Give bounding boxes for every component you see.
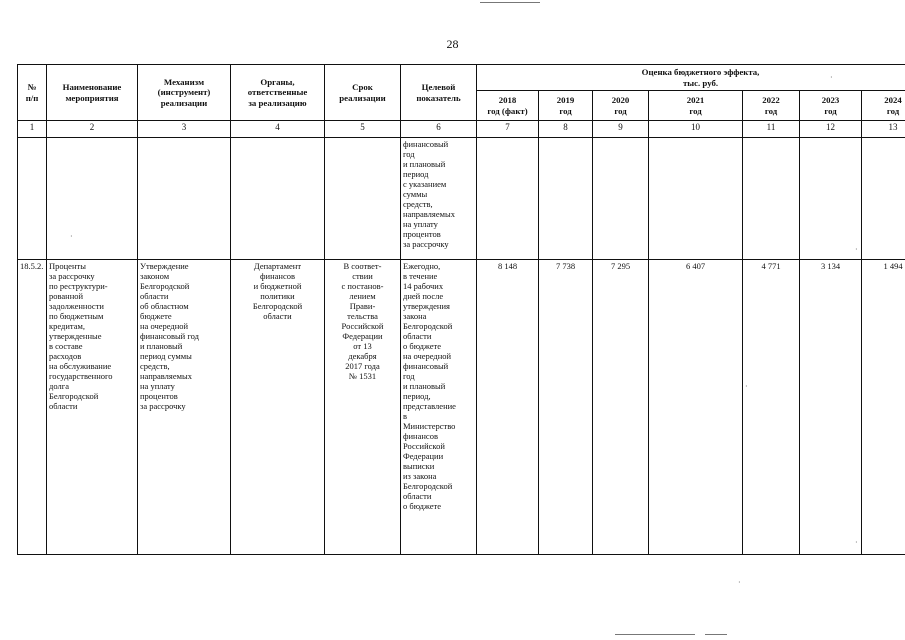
column-number: 2 [47,121,138,138]
column-number: 5 [325,121,401,138]
cell-line: расходов [49,351,82,362]
cell-line: период, [403,391,431,402]
cell-line: на уплату [403,219,438,230]
cell-line: год [403,371,415,382]
cell-line: Белгородской [403,321,453,332]
header-budget-effect: Оценка бюджетного эффекта, тыс. руб. [477,65,905,91]
cell-line: от 13 [353,341,372,352]
cell-line: Российской [341,321,384,332]
scan-speck: · [855,245,858,254]
cell-line: выписки [403,461,435,472]
value-2024: 1 494 [862,260,905,555]
cell-line: в течение [403,271,438,282]
column-number: 8 [539,121,593,138]
header-year-2024: 2024 год [862,91,905,121]
mechanism-cell [138,260,231,555]
value-2018: 8 148 [477,260,539,555]
column-number: 11 [743,121,800,138]
cell-line: суммы [403,189,428,200]
cell-line: финансов [260,271,295,282]
scan-artifact [480,2,540,3]
cell-line: Российской [403,441,445,452]
cell-line: тельства [347,311,378,322]
cell-line: закона [403,311,427,322]
scan-speck: · [830,73,833,82]
cell-line: финансов [403,431,438,442]
continuation-indicator-cell [401,138,477,260]
header-name: Наименование мероприятия [47,65,138,121]
cell-line: об областном [140,301,189,312]
column-number: 10 [649,121,743,138]
scan-speck: · [70,232,73,241]
cell-line: о бюджете [403,501,441,512]
column-number: 13 [862,121,905,138]
cell-line: за рассрочку [140,401,186,412]
cell-line: области [263,311,292,322]
header-year-2020: 2020 год [593,91,649,121]
scan-artifact [615,634,695,635]
cell-line: и плановый [403,159,446,170]
cell-line: направляемых [140,371,192,382]
header-year-2019: 2019 год [539,91,593,121]
cell-line: Федерации [342,331,383,342]
cell-line: средств, [403,199,433,210]
value-2022: 4 771 [743,260,800,555]
value-2021: 6 407 [649,260,743,555]
header-number: № п/п [18,65,47,121]
cell-line: области [403,491,432,502]
cell-line: законом [140,271,170,282]
cell-line: Проценты [49,261,86,271]
header-year-2022: 2022 год [743,91,800,121]
cell-line: с постанов- [341,281,384,292]
cell-line: представление [403,401,456,412]
cell-line: на уплату [140,381,175,392]
cell-line: в [403,411,408,422]
term-cell [325,260,401,555]
header-year-2023: 2023 год [800,91,862,121]
column-number: 4 [231,121,325,138]
cell-line: утвержденные [49,331,102,342]
cell-line: период суммы [140,351,192,362]
value-2020: 7 295 [593,260,649,555]
cell-line: за рассрочку [403,239,449,250]
cell-line: государственного [49,371,113,382]
cell-line: Белгородской [49,391,99,402]
row-number: 18.5.2. [18,260,47,555]
cell-line: Ежегодно, [403,261,441,271]
cell-line: период [403,169,429,180]
cell-line: декабря [348,351,377,362]
column-number: 1 [18,121,47,138]
cell-line: из закона [403,471,437,482]
cell-line: на очередной [403,351,452,362]
scan-speck: · [745,382,748,391]
column-number: 12 [800,121,862,138]
cell-line: год [403,149,415,160]
header-term: Срок реализации [325,65,401,121]
header-responsible-bodies: Органы, ответственные за реализацию [231,65,325,121]
continuation-row [18,138,905,260]
header-target-indicator: Целевой показатель [401,65,477,121]
target-indicator-cell [401,260,477,555]
cell-line: финансовый год [140,331,199,342]
cell-line: о бюджете [403,341,441,352]
cell-line: 2017 года [345,361,380,372]
cell-line: задолженности [49,301,104,312]
cell-line: области [403,331,432,342]
cell-line: по реструктури- [49,281,108,292]
column-number: 6 [401,121,477,138]
cell-line: процентов [140,391,178,402]
cell-line: утверждения [403,301,450,312]
cell-line: Прави- [349,301,376,312]
cell-line: направляемых [403,209,455,220]
cell-line: бюджете [140,311,172,322]
scan-artifact [705,634,727,635]
cell-line: финансовый [403,361,449,372]
header-mechanism: Механизм (инструмент) реализации [138,65,231,121]
column-number: 3 [138,121,231,138]
table-row [18,260,905,555]
cell-line: на обслуживание [49,361,112,372]
cell-line: финансовый [403,139,449,149]
cell-line: лением [349,291,376,302]
budget-effect-table [17,64,905,555]
cell-line: и плановый [140,341,183,352]
cell-line: Белгородской [140,281,190,292]
cell-line: процентов [403,229,441,240]
cell-line: Федерации [403,451,444,462]
cell-line: средств, [140,361,170,372]
cell-line: долга [49,381,69,392]
cell-line: № 1531 [348,371,377,382]
header-year-2018: 2018 год (факт) [477,91,539,121]
cell-line: 14 рабочих [403,281,444,292]
value-2023: 3 134 [800,260,862,555]
cell-line: с указанием [403,179,447,190]
cell-line: Белгородской [252,301,303,312]
scan-speck: · [855,538,858,547]
column-number: 7 [477,121,539,138]
cell-line: кредитам, [49,321,86,332]
cell-line: В соответ- [343,261,382,271]
cell-line: на очередной [140,321,189,332]
cell-line: рованной [49,291,84,302]
cell-line: Департамент [253,261,302,271]
cell-line: ствии [352,271,373,282]
column-number: 9 [593,121,649,138]
header-year-2021: 2021 год [649,91,743,121]
column-number-row [18,121,905,138]
cell-line: и плановый [403,381,446,392]
responsible-bodies-cell [231,260,325,555]
activity-name-cell [47,260,138,555]
cell-line: области [49,401,78,412]
cell-line: Министерство [403,421,456,432]
value-2019: 7 738 [539,260,593,555]
cell-line: в составе [49,341,83,352]
page-number: 28 [446,37,459,51]
cell-line: Белгородской [403,481,453,492]
cell-line: политики [260,291,295,302]
cell-line: по бюджетным [49,311,104,322]
cell-line: области [140,291,169,302]
cell-line: дней после [403,291,444,302]
cell-line: и бюджетной [253,281,302,292]
cell-line: Утверждение [140,261,189,271]
scan-speck: · [738,578,741,587]
cell-line: за рассрочку [49,271,95,282]
